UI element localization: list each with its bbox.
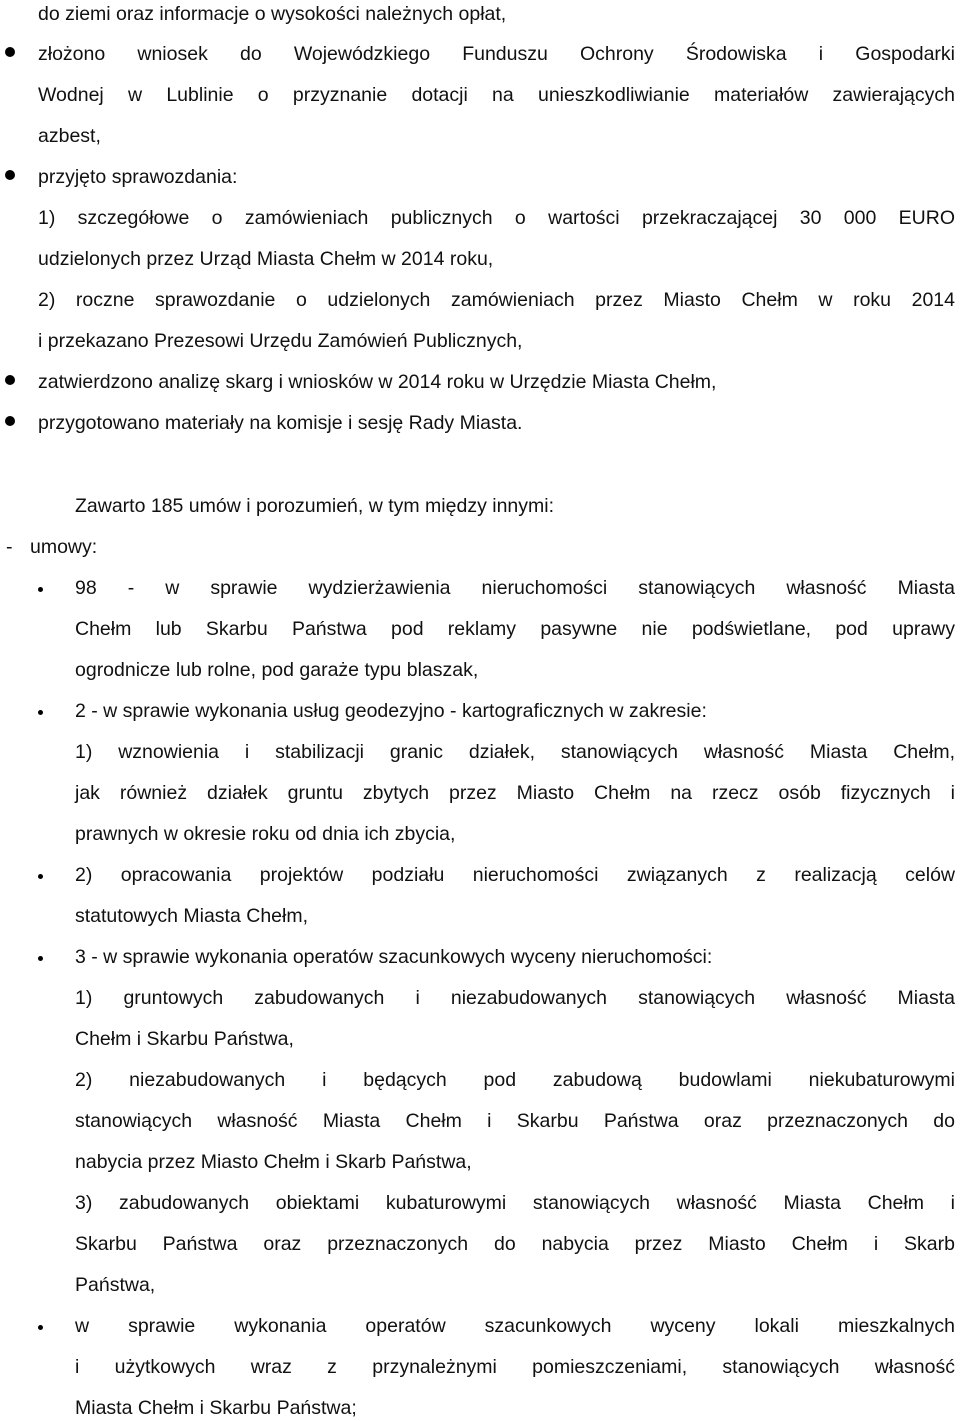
list-item-98-line-2: Chełm lub Skarbu Państwa pod reklamy pasywne nie podświetlane, pod uprawy	[75, 618, 955, 640]
dash-marker: -	[6, 536, 13, 558]
list-item-materials: przygotowano materiały na komisje i sesję Rady Miasta.	[38, 412, 523, 434]
list-item-2b-line-1: 2) opracowania projektów podziału nieruchomości związanych z realizacją celów	[75, 864, 955, 886]
list-item-complaints: zatwierdzono analizę skarg i wniosków w 2014 roku w Urzędzie Miasta Chełm,	[38, 371, 717, 393]
bullet-circle-icon	[5, 47, 15, 57]
bullet-circle-icon	[5, 416, 15, 426]
list-item-2-line-3: jak również działek gruntu zbytych przez Miasto Chełm na rzecz osób fizycznych i	[75, 782, 955, 804]
list-item-reports-line-5: i przekazano Prezesowi Urzędu Zamówień Publicznych,	[38, 330, 523, 352]
paragraph-line: do ziemi oraz informacje o wysokości należnych opłat,	[38, 3, 507, 25]
agreements-intro: Zawarto 185 umów i porozumień, w tym między innymi:	[75, 495, 554, 517]
list-item-reports-line-1: przyjęto sprawozdania:	[38, 166, 238, 188]
list-item-3-line-2: 1) gruntowych zabudowanych i niezabudowanych stanowiących własność Miasta	[75, 987, 955, 1009]
list-item-3-line-5: stanowiących własność Miasta Chełm i Skarbu Państwa oraz przeznaczonych do	[75, 1110, 955, 1132]
list-item-wfos-line-3: azbest,	[38, 125, 101, 147]
list-item-lokale-line-3: Miasta Chełm i Skarbu Państwa;	[75, 1397, 357, 1419]
list-item-reports-line-3: udzielonych przez Urząd Miasta Chełm w 2014 roku,	[38, 248, 494, 270]
list-item-3-line-6: nabycia przez Miasto Chełm i Skarb Państwa,	[75, 1151, 472, 1173]
bullet-dot-icon	[38, 956, 43, 961]
list-item-lokale-line-1: w sprawie wykonania operatów szacunkowych wyceny lokali mieszkalnych	[75, 1315, 955, 1337]
bullet-circle-icon	[5, 170, 15, 180]
bullet-dot-icon	[38, 1325, 43, 1330]
bullet-dot-icon	[38, 710, 43, 715]
bullet-circle-icon	[5, 375, 15, 385]
list-item-2b-line-2: statutowych Miasta Chełm,	[75, 905, 309, 927]
bullet-dot-icon	[38, 587, 43, 592]
list-item-2-line-1: 2 - w sprawie wykonania usług geodezyjno - kartograficznych w zakresie:	[75, 700, 707, 722]
list-item-3-line-1: 3 - w sprawie wykonania operatów szacunkowych wyceny nieruchomości:	[75, 946, 713, 968]
list-item-3-line-4: 2) niezabudowanych i będących pod zabudową budowlami niekubaturowymi	[75, 1069, 955, 1091]
list-item-3-line-9: Państwa,	[75, 1274, 156, 1296]
list-item-3-line-8: Skarbu Państwa oraz przeznaczonych do nabycia przez Miasto Chełm i Skarb	[75, 1233, 955, 1255]
umowy-label: umowy:	[30, 536, 98, 558]
list-item-lokale-line-2: i użytkowych wraz z przynależnymi pomieszczeniami, stanowiących własność	[75, 1356, 955, 1378]
list-item-2-line-2: 1) wznowienia i stabilizacji granic działek, stanowiących własność Miasta Chełm,	[75, 741, 955, 763]
list-item-reports-line-4: 2) roczne sprawozdanie o udzielonych zamówieniach przez Miasto Chełm w roku 2014	[38, 289, 955, 311]
list-item-wfos-line-2: Wodnej w Lublinie o przyznanie dotacji na unieszkodliwianie materiałów zawierających	[38, 84, 955, 106]
list-item-3-line-7: 3) zabudowanych obiektami kubaturowymi stanowiących własność Miasta Chełm i	[75, 1192, 955, 1214]
list-item-98-line-1: 98 - w sprawie wydzierżawienia nieruchomości stanowiących własność Miasta	[75, 577, 955, 599]
list-item-reports-line-2: 1) szczegółowe o zamówieniach publicznych o wartości przekraczającej 30 000 EURO	[38, 207, 955, 229]
list-item-wfos-line-1: złożono wniosek do Wojewódzkiego Funduszu Ochrony Środowiska i Gospodarki	[38, 43, 955, 65]
list-item-2-line-4: prawnych w okresie roku od dnia ich zbycia,	[75, 823, 456, 845]
bullet-dot-icon	[38, 874, 43, 879]
list-item-98-line-3: ogrodnicze lub rolne, pod garaże typu blaszak,	[75, 659, 479, 681]
list-item-3-line-3: Chełm i Skarbu Państwa,	[75, 1028, 294, 1050]
